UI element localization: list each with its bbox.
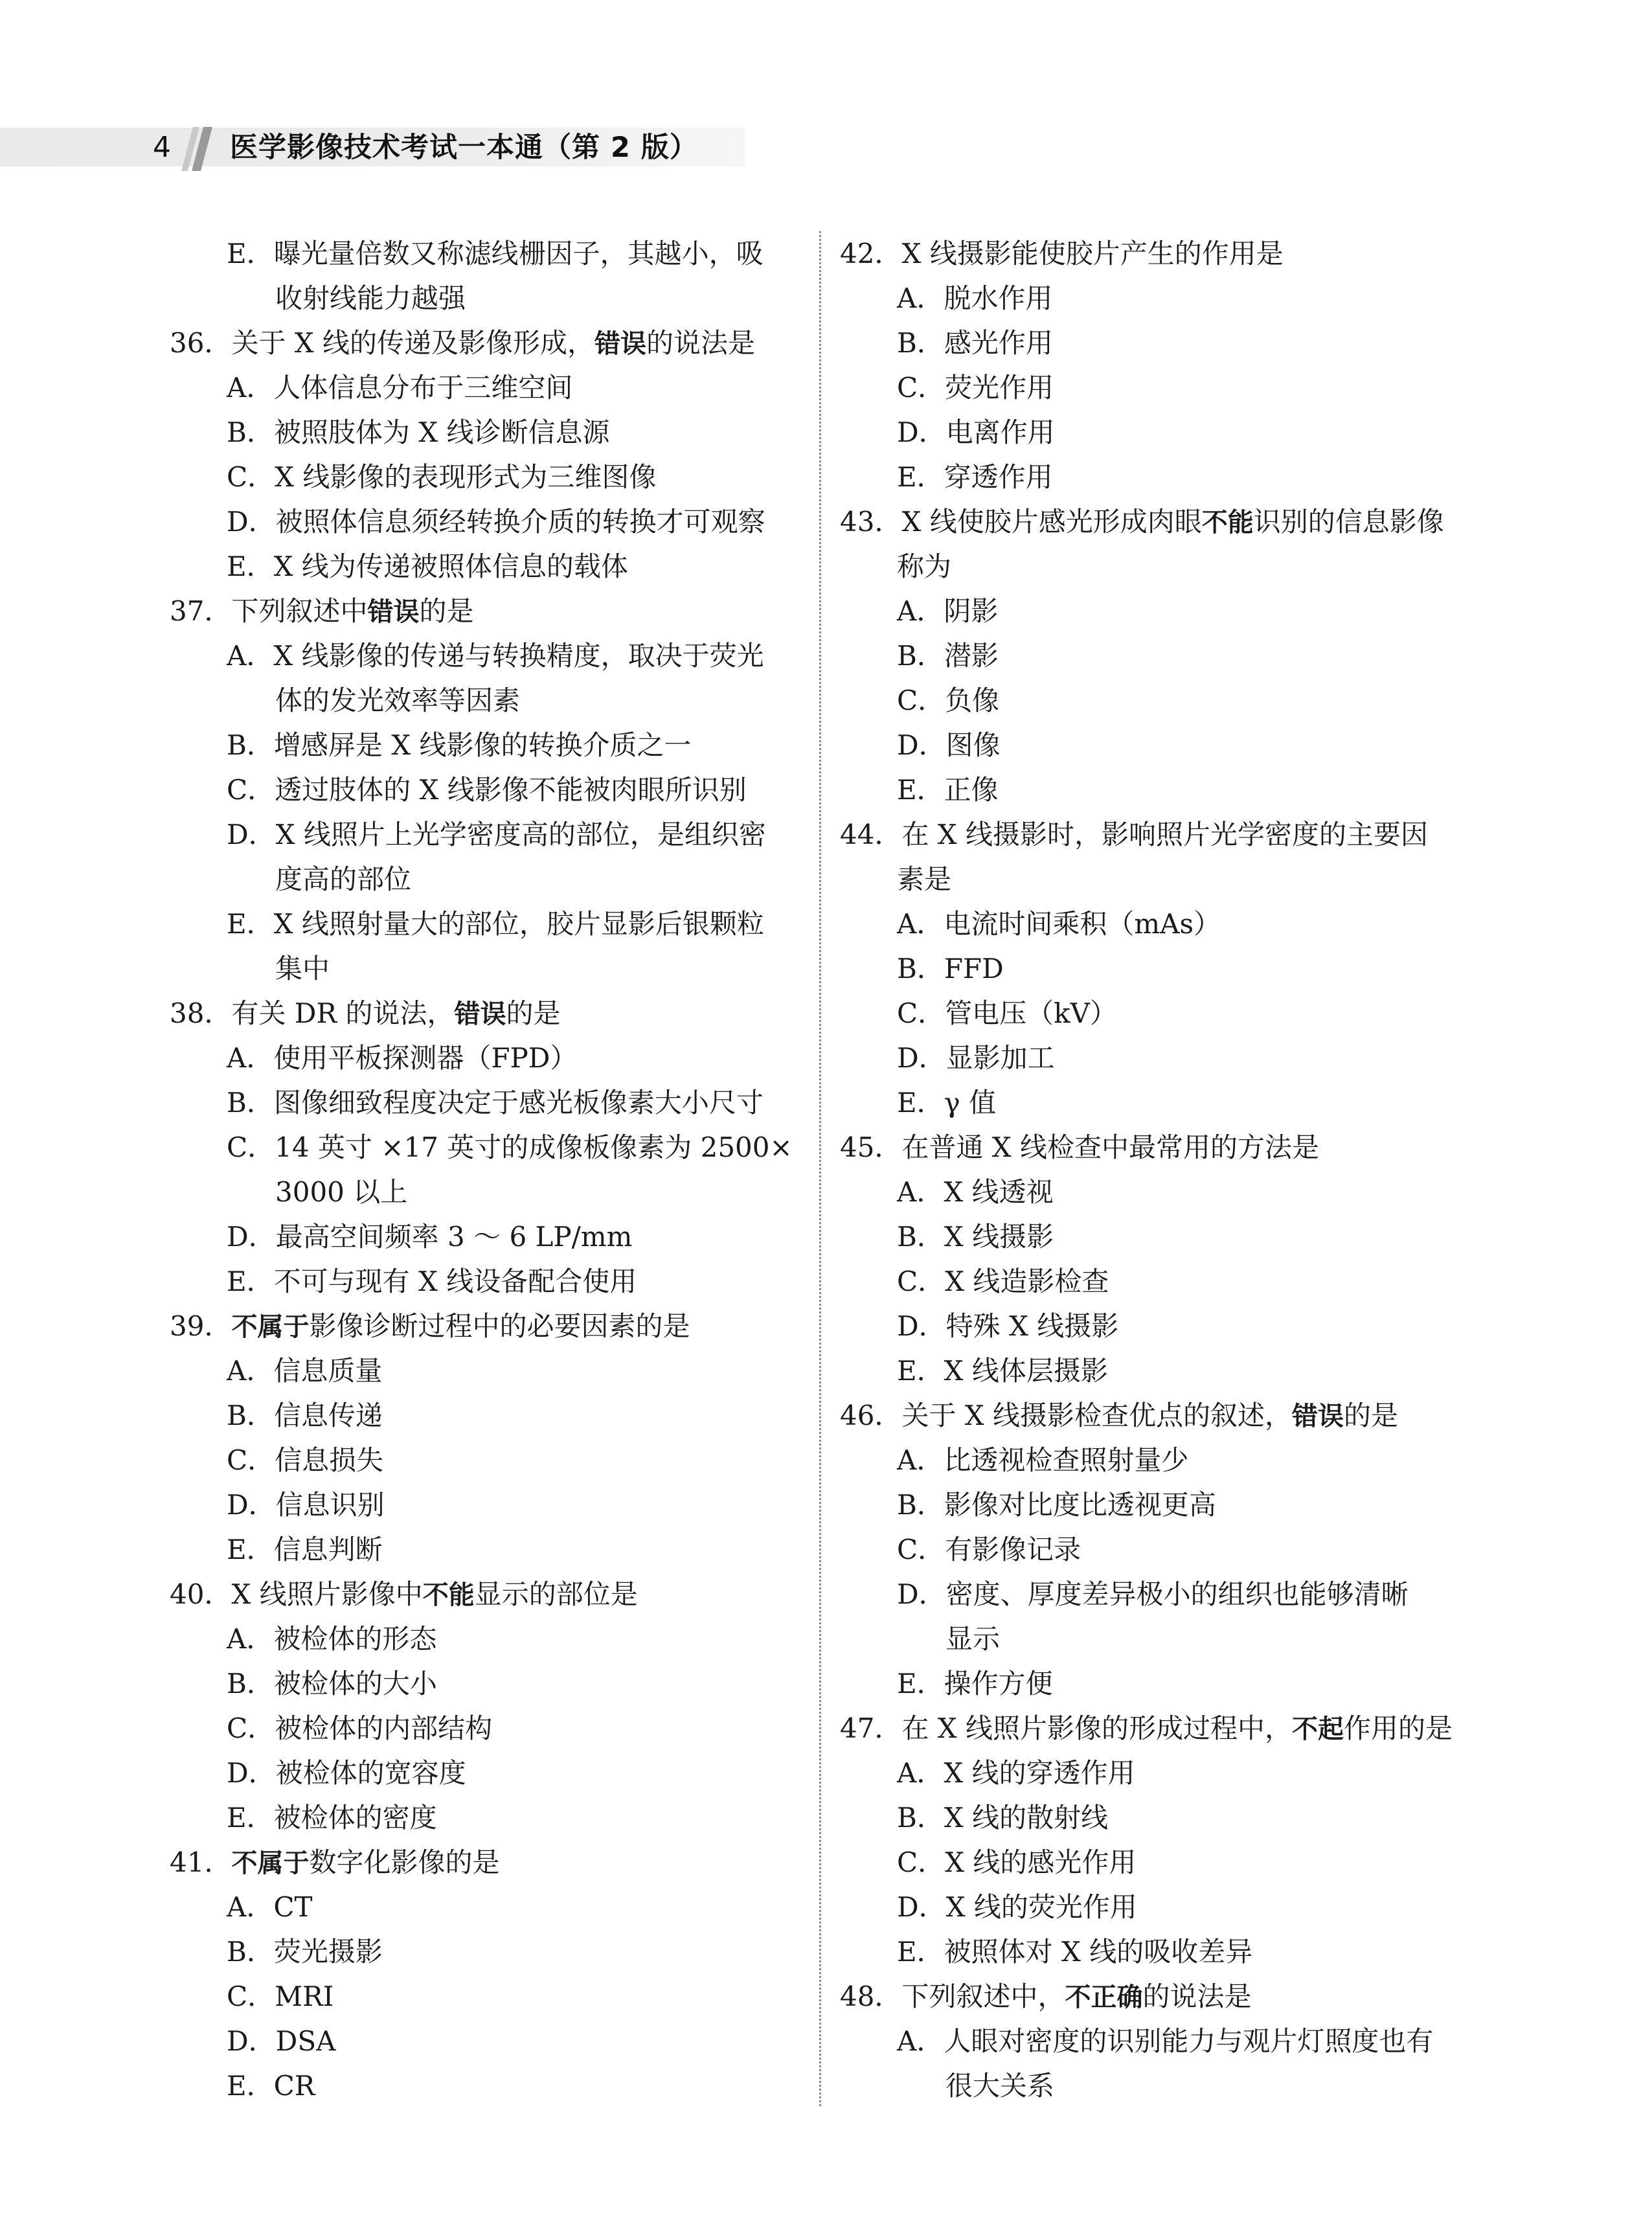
left-question-column [170, 231, 804, 2108]
answer-option [170, 1259, 804, 1304]
line-text: 38．有关 DR 的说法， [170, 997, 455, 1029]
answer-option [840, 946, 1481, 991]
line-text: 的是 [1344, 1400, 1399, 1431]
answer-option [840, 633, 1481, 678]
answer-option [170, 544, 804, 589]
line-text: A．比透视检查照射量少 [897, 1444, 1189, 1476]
line-text: C．管电压（kV） [897, 997, 1117, 1029]
question-continuation [840, 857, 1481, 902]
answer-option [170, 812, 804, 857]
answer-option [840, 455, 1481, 499]
line-text: 45．在普通 X 线检查中最常用的方法是 [840, 1131, 1320, 1163]
answer-option [170, 1706, 804, 1751]
line-text: D．特殊 X 线摄影 [897, 1310, 1119, 1342]
question-stem [840, 1974, 1481, 2019]
answer-option [840, 991, 1481, 1036]
option-continuation [170, 1170, 804, 1214]
line-text: E．CR [227, 2070, 315, 2102]
option-continuation [840, 1617, 1481, 1661]
answer-option [170, 1438, 804, 1482]
line-text: A．使用平板探测器（FPD） [227, 1042, 578, 1074]
answer-option [170, 767, 804, 812]
line-text: D．显影加工 [897, 1042, 1055, 1074]
line-text: A．X 线影像的传递与转换精度，取决于荧光 [227, 640, 764, 672]
line-text: 41． [170, 1846, 232, 1878]
answer-option [170, 1125, 804, 1170]
question-stem [170, 589, 804, 633]
line-text: E．曝光量倍数又称滤线栅因子，其越小，吸 [227, 238, 764, 269]
line-text: B．潜影 [897, 640, 999, 672]
line-text: B．被照肢体为 X 线诊断信息源 [227, 416, 610, 448]
option-continuation [840, 2063, 1481, 2108]
line-text: E．X 线体层摄影 [897, 1355, 1108, 1387]
line-text: C．X 线影像的表现形式为三维图像 [227, 461, 657, 493]
line-text: D．X 线的荧光作用 [897, 1891, 1137, 1923]
line-text: A．电流时间乘积（mAs） [897, 908, 1221, 940]
question-stem [170, 1572, 804, 1617]
answer-option [840, 1348, 1481, 1393]
line-text: B．FFD [897, 953, 1004, 984]
line-text: 数字化影像的是 [309, 1846, 500, 1878]
line-text: C．X 线的感光作用 [897, 1846, 1137, 1878]
answer-option [840, 1527, 1481, 1572]
answer-option [170, 1214, 804, 1259]
answer-option [170, 231, 804, 276]
line-text: B．被检体的大小 [227, 1668, 437, 1699]
answer-option [170, 1885, 804, 1929]
line-text: E．正像 [897, 774, 999, 806]
emphasis-text: 不属于 [231, 1848, 310, 1878]
answer-option [840, 1482, 1481, 1527]
answer-option [840, 1572, 1481, 1617]
answer-option [840, 1840, 1481, 1885]
line-text: B．图像细致程度决定于感光板像素大小尺寸 [227, 1087, 764, 1119]
line-text: B．信息传递 [227, 1400, 383, 1431]
line-text: 显示 [945, 1623, 1001, 1655]
answer-option [840, 1438, 1481, 1482]
question-stem [840, 1125, 1481, 1170]
line-text: C．被检体的内部结构 [227, 1712, 493, 1744]
line-text: 47．在 X 线照片影像的形成过程中， [840, 1712, 1293, 1744]
line-text: 40．X 线照片影像中 [170, 1578, 423, 1610]
line-text: D．被检体的宽容度 [227, 1757, 466, 1789]
line-text: A．CT [227, 1891, 313, 1923]
answer-option [170, 2019, 804, 2063]
answer-option [840, 321, 1481, 365]
line-text: C．MRI [227, 1981, 334, 2012]
emphasis-text: 不能 [422, 1580, 475, 1610]
line-text: 44．在 X 线摄影时，影响照片光学密度的主要因 [840, 819, 1429, 850]
answer-option [170, 365, 804, 410]
answer-option [840, 1259, 1481, 1304]
line-text: D．最高空间频率 3 ～ 6 LP/mm [227, 1221, 633, 1253]
answer-option [170, 1482, 804, 1527]
line-text: A．人眼对密度的识别能力与观片灯照度也有 [897, 2025, 1434, 2057]
line-text: 收射线能力越强 [275, 282, 466, 314]
line-text: A．X 线的穿透作用 [897, 1757, 1135, 1789]
line-text: E．操作方便 [897, 1668, 1053, 1699]
line-text: A．被检体的形态 [227, 1623, 437, 1655]
answer-option [840, 1751, 1481, 1795]
line-text: E．信息判断 [227, 1534, 383, 1565]
line-text: A．脱水作用 [897, 282, 1053, 314]
option-continuation [170, 276, 804, 321]
answer-option [840, 589, 1481, 633]
line-text: 显示的部位是 [474, 1578, 638, 1610]
question-stem [170, 321, 804, 365]
answer-option [170, 1393, 804, 1438]
emphasis-text: 不能 [1201, 508, 1254, 538]
line-text: 3000 以上 [275, 1176, 408, 1208]
question-stem [170, 1304, 804, 1348]
line-text: 46．关于 X 线摄影检查优点的叙述， [840, 1400, 1293, 1431]
line-text: D．X 线照片上光学密度高的部位，是组织密 [227, 819, 766, 850]
line-text: C．透过肢体的 X 线影像不能被肉眼所识别 [227, 774, 747, 806]
line-text: D．电离作用 [897, 416, 1055, 448]
line-text: 集中 [275, 953, 330, 984]
line-text: C．14 英寸 ×17 英寸的成像板像素为 2500× [227, 1131, 793, 1163]
emphasis-text: 错误 [367, 597, 420, 627]
line-text: 39． [170, 1310, 232, 1342]
line-text: C．荧光作用 [897, 372, 1054, 403]
answer-option [170, 1348, 804, 1393]
line-text: E．γ 值 [897, 1087, 997, 1119]
line-text: 48．下列叙述中， [840, 1981, 1065, 2012]
answer-option [840, 1885, 1481, 1929]
line-text: 的是 [506, 997, 561, 1029]
answer-option [840, 902, 1481, 946]
answer-option [170, 1661, 804, 1706]
answer-option [170, 1929, 804, 1974]
question-stem [840, 812, 1481, 857]
answer-option [170, 633, 804, 678]
answer-option [840, 1304, 1481, 1348]
option-continuation [170, 857, 804, 902]
answer-option [840, 276, 1481, 321]
answer-option [840, 767, 1481, 812]
answer-option [170, 455, 804, 499]
answer-option [170, 499, 804, 544]
answer-option [170, 723, 804, 767]
line-text: 36．关于 X 线的传递及影像形成， [170, 327, 595, 359]
line-text: C．有影像记录 [897, 1534, 1081, 1565]
line-text: 37．下列叙述中 [170, 595, 368, 627]
line-text: B．感光作用 [897, 327, 1053, 359]
page-number: 4 [153, 131, 171, 164]
answer-option [170, 1751, 804, 1795]
line-text: D．密度、厚度差异极小的组织也能够清晰 [897, 1578, 1409, 1610]
line-text: B．影像对比度比透视更高 [897, 1489, 1216, 1521]
answer-option [840, 1170, 1481, 1214]
line-text: B．荧光摄影 [227, 1936, 383, 1968]
line-text: 影像诊断过程中的必要因素的是 [309, 1310, 690, 1342]
book-title: 医学影像技术考试一本通（第 2 版） [230, 131, 698, 164]
answer-option [840, 723, 1481, 767]
right-question-column [840, 231, 1481, 2108]
line-text: 素是 [897, 863, 952, 895]
option-continuation [170, 678, 804, 723]
question-stem [170, 1840, 804, 1885]
line-text: 称为 [897, 551, 952, 582]
line-text: 很大关系 [945, 2070, 1055, 2102]
line-text: E．X 线为传递被照体信息的载体 [227, 551, 628, 582]
line-text: 42．X 线摄影能使胶片产生的作用是 [840, 238, 1284, 269]
question-stem [840, 1393, 1481, 1438]
line-text: A．X 线透视 [897, 1176, 1054, 1208]
answer-option [840, 1929, 1481, 1974]
answer-option [170, 1036, 804, 1080]
answer-option [840, 1661, 1481, 1706]
question-stem [840, 231, 1481, 276]
answer-option [840, 410, 1481, 455]
line-text: B．X 线的散射线 [897, 1802, 1109, 1834]
answer-option [170, 1974, 804, 2019]
line-text: B．增感屏是 X 线影像的转换介质之一 [227, 729, 692, 761]
line-text: D．图像 [897, 729, 1001, 761]
line-text: C．负像 [897, 685, 1000, 716]
answer-option [840, 1795, 1481, 1840]
column-divider [819, 231, 821, 2106]
answer-option [170, 1527, 804, 1572]
emphasis-text: 错误 [1292, 1402, 1344, 1431]
emphasis-text: 不正确 [1065, 1982, 1143, 2012]
answer-option [170, 1795, 804, 1840]
answer-option [840, 1080, 1481, 1125]
answer-option [840, 678, 1481, 723]
line-text: 的是 [419, 595, 474, 627]
line-text: 度高的部位 [275, 863, 412, 895]
line-text: 的说法是 [1142, 1981, 1252, 2012]
line-text: D．DSA [227, 2025, 336, 2057]
line-text: E．被照体对 X 线的吸收差异 [897, 1936, 1253, 1968]
answer-option [170, 1617, 804, 1661]
question-stem [840, 499, 1481, 544]
line-text: 识别的信息影像 [1253, 506, 1444, 538]
line-text: A．阴影 [897, 595, 999, 627]
line-text: E．穿透作用 [897, 461, 1053, 493]
emphasis-text: 错误 [454, 999, 506, 1029]
emphasis-text: 不起 [1292, 1714, 1344, 1744]
line-text: 体的发光效率等因素 [275, 685, 521, 716]
line-text: A．人体信息分布于三维空间 [227, 372, 573, 403]
line-text: C．X 线造影检查 [897, 1266, 1109, 1297]
answer-option [170, 902, 804, 946]
question-continuation [840, 544, 1481, 589]
question-stem [170, 991, 804, 1036]
answer-option [840, 2019, 1481, 2063]
line-text: D．被照体信息须经转换介质的转换才可观察 [227, 506, 765, 538]
line-text: 的说法是 [646, 327, 756, 359]
emphasis-text: 不属于 [231, 1312, 310, 1342]
answer-option [840, 1036, 1481, 1080]
option-continuation [170, 946, 804, 991]
answer-option [170, 2063, 804, 2108]
answer-option [840, 1214, 1481, 1259]
line-text: 作用的是 [1344, 1712, 1453, 1744]
line-text: D．信息识别 [227, 1489, 385, 1521]
answer-option [170, 410, 804, 455]
line-text: B．X 线摄影 [897, 1221, 1054, 1253]
header-slash-mark [180, 123, 219, 175]
question-stem [840, 1706, 1481, 1751]
line-text: A．信息质量 [227, 1355, 383, 1387]
answer-option [840, 365, 1481, 410]
answer-option [170, 1080, 804, 1125]
line-text: C．信息损失 [227, 1444, 384, 1476]
line-text: E．不可与现有 X 线设备配合使用 [227, 1266, 637, 1297]
line-text: 43．X 线使胶片感光形成肉眼 [840, 506, 1202, 538]
emphasis-text: 错误 [594, 329, 647, 359]
line-text: E．X 线照射量大的部位，胶片显影后银颗粒 [227, 908, 764, 940]
line-text: E．被检体的密度 [227, 1802, 437, 1834]
